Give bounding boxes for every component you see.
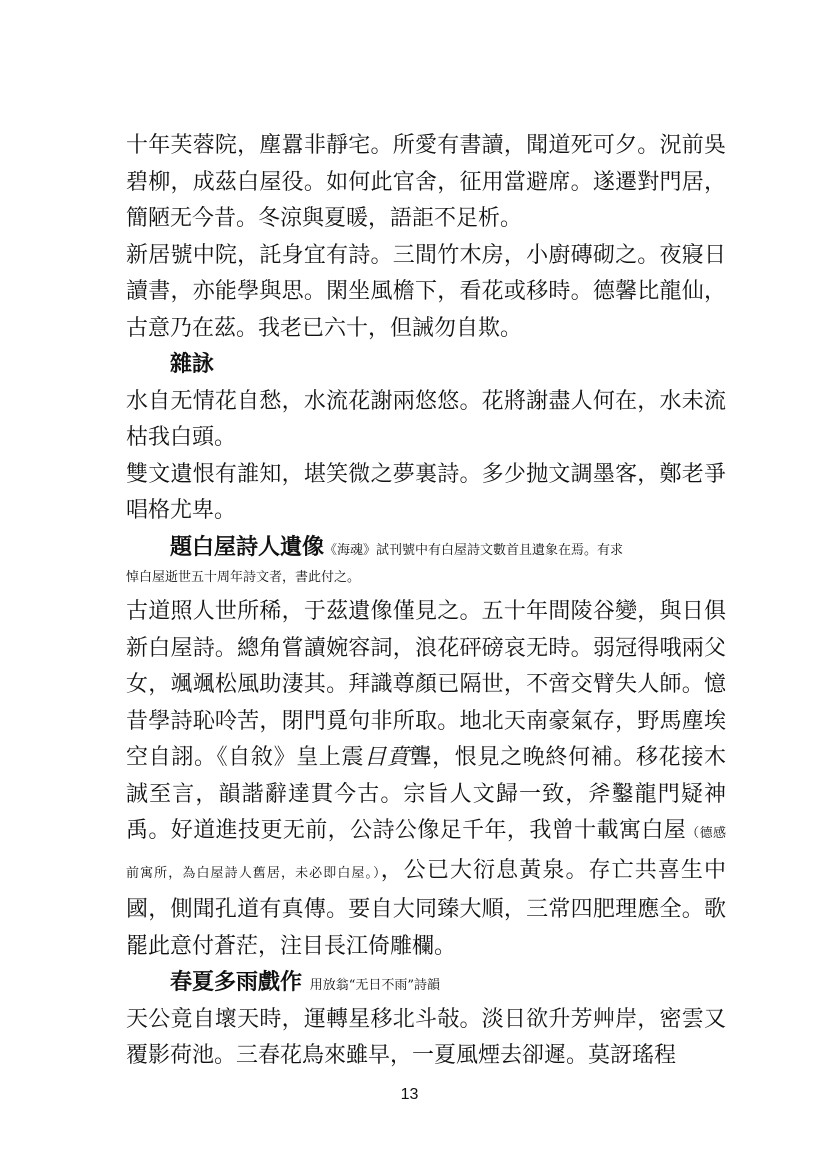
- poem-paragraph: 新居號中院，託身宜有詩。三間竹木房，小廚磚砌之。夜寢日讀書，亦能學與思。閑坐風檐下，看花或移時。德馨比龍仙，古意乃在茲。我老已六十，但誡勿自欺。: [126, 242, 726, 341]
- poem-title: [126, 347, 726, 384]
- title-note-continued: 悼白屋逝世五十周年詩文者，書此付之。: [126, 570, 361, 585]
- title-note: 《海魂》試刊號中有白屋詩文數首且遺象在焉。有求: [324, 542, 624, 558]
- poem-title-text: 題白屋詩人遺像: [170, 534, 325, 560]
- poem-paragraph: 十年芙蓉院，塵囂非靜宅。所愛有書讀，聞道死可夕。況前吳碧柳，成茲白屋役。如何此官舍，征用當避席。遂遷對門居，簡陋无今昔。冬涼與夏暖，語詎不足析。: [126, 133, 726, 231]
- title-note: 用放翁“无日不雨”詩韻: [309, 978, 440, 993]
- poem-text: ，公已大衍息黃泉。存亡共喜生中國，側聞孔道有真傳。要自大同臻大順，三常四肥理應全。歌罷此意付蒼茫，注目長江倚雕欄。: [126, 857, 726, 959]
- poem-text: 聾，恨見之晚終何補。移花接木誠至言，韻諧辭達貫今古。宗旨人文歸一致，斧鑿龍門疑神禹。好道進技更无前，公詩公像足千年，我曾十載寓白屋: [126, 745, 726, 843]
- poem-title-text: 雜詠: [170, 352, 215, 377]
- poem-paragraph: 水自无情花自愁，水流花謝兩悠悠。花將謝盡人何在，水未流枯我白頭。: [126, 388, 726, 450]
- poem-paragraph: 天公竟自壞天時，運轉星移北斗敧。淡日欲升芳艸岸，密雲又覆影荷池。三春花鳥來雖早，一夏風煙去卻遲。莫訝瑤程: [126, 1006, 726, 1068]
- poem-paragraph: [126, 594, 726, 965]
- document-page: [126, 128, 726, 1075]
- poem-title-text: 春夏多雨戲作: [170, 970, 303, 995]
- page-number: 13: [400, 1086, 419, 1103]
- poem-paragraph: 雙文遺恨有誰知，堪笑微之夢裏詩。多少抛文調墨客，鄭老爭唱格尤卑。: [126, 461, 726, 523]
- inline-note: （德感前寓所，為白屋詩人舊居，未必即白屋。）: [126, 826, 726, 881]
- italic-text: 目賁: [364, 745, 410, 770]
- poem-title: [126, 530, 726, 567]
- poem-text: 古道照人世所稀，于茲遺像僅見之。五十年間陵谷變，與日俱新白屋詩。總角嘗讀婉容詞，浪花砰磅哀无時。弱冠得哦兩父女，颯颯松風助淒其。拜識尊顏已隔世，不啻交臂失人師。憶昔學詩恥呤苦，閉門覓句非所取。地北天南豪氣存，野馬塵埃空自詡。《自敘》皇上震: [126, 599, 726, 770]
- poem-title: [126, 965, 726, 1002]
